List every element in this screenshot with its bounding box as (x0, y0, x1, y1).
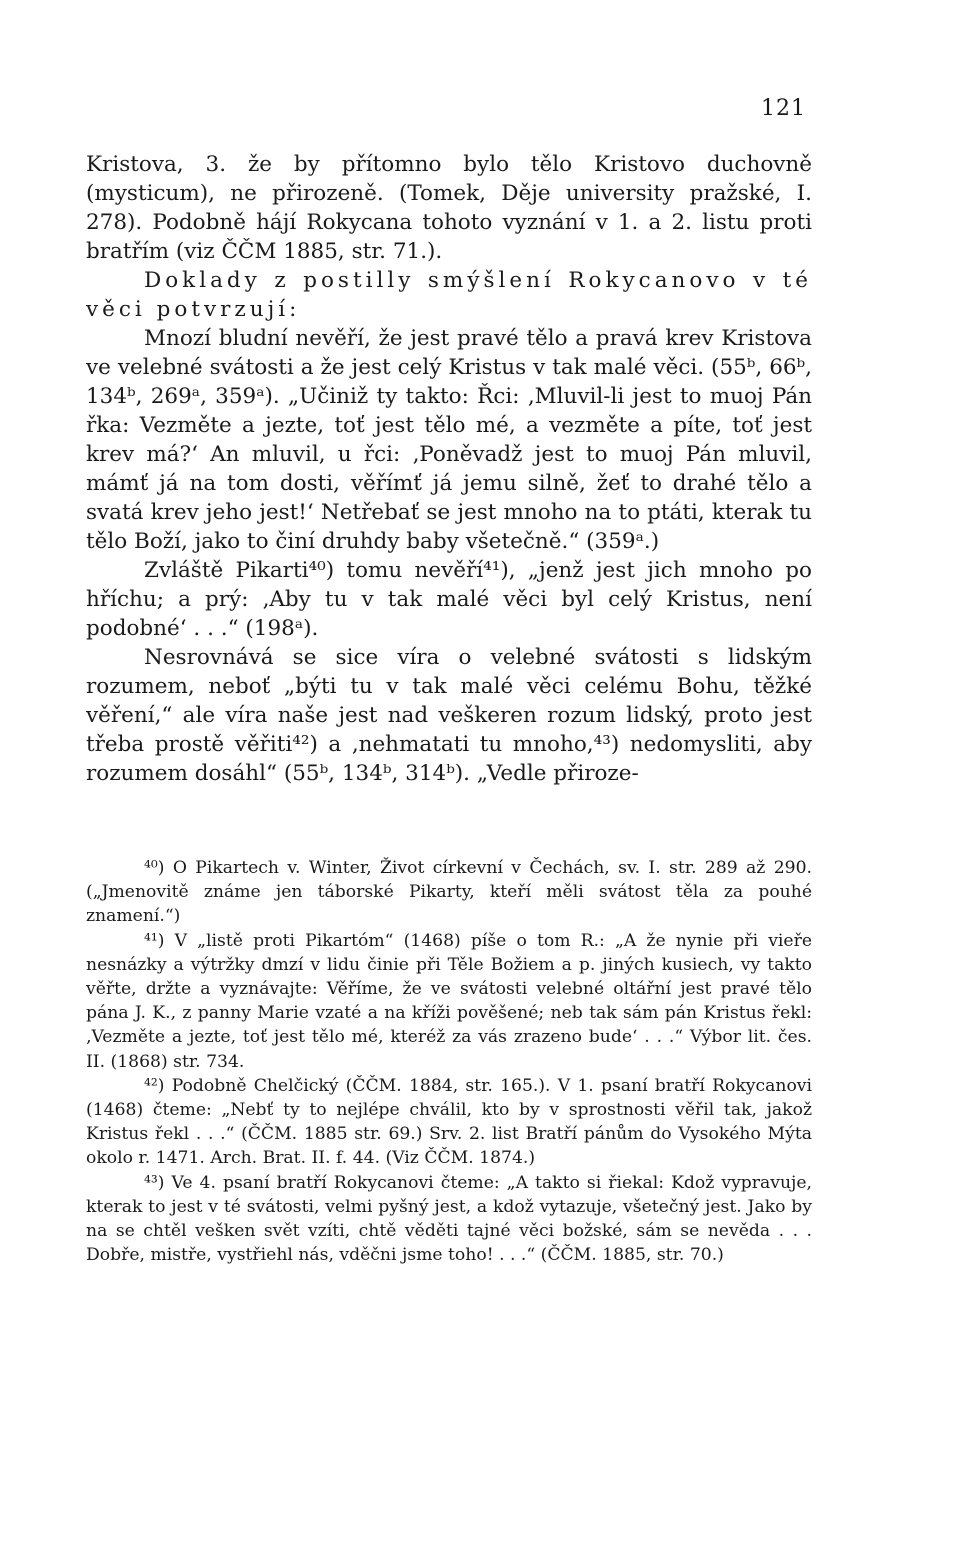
page-number: 121 (761, 96, 806, 121)
paragraph-2: Doklady z postilly smýšlení Rokycanovo v té věci potvrzují: (86, 268, 812, 322)
main-text (86, 150, 812, 788)
footnote-43: ⁴³) Ve 4. psaní bratří Rokycanovi čteme: „A takto si řiekal: Kdož vypravuje, kterak to jest v té svátosti, velmi pyšný jest, a kdož vytazuje, všetečný jest. Jako by na se chtěl vešken svět vzíti, chtě věděti tajné věci božské, sám se nevěda . . . Dobře, mistře, vystřiehl nás, vděčni jsme toho! . . .“ (ČČM. 1885, str. 70.) (86, 1172, 812, 1266)
paragraph-3: Mnozí bludní nevěří, že jest pravé tělo a pravá krev Kristova ve velebné svátosti a že jest celý Kristus v tak malé věci. (55ᵇ, 66ᵇ, 134ᵇ, 269ᵃ, 359ᵃ). „Učiniž ty takto: Řci: ‚Mluvil-li jest to muoj Pán řka: Vezměte a jezte, toť jest tělo mé, a vezměte a píte, toť jest krev má?‘ An mluvil, u řci: ‚Poněvadž jest to muoj Pán mluvil, mámť já na tom dosti, věřímť já jemu silně, žeť to drahé tělo a svatá krev jeho jest!‘ Netřebať se jest mnoho na to ptáti, kterak tu tělo Boží, jako to činí druhdy baby všetečně.“ (359ᵃ.) (86, 326, 812, 554)
footnote-42: ⁴²) Podobně Chelčický (ČČM. 1884, str. 165.). V 1. psaní bratří Rokycanovi (1468) čteme: „Nebť ty to nejlépe chválil, kto by v sprostnosti věřil tak, jakož Kristus řekl . . .“ (ČČM. 1885 str. 69.) Srv. 2. list Bratří pánům do Vysokého Mýta okolo r. 1471. Arch. Brat. II. f. 44. (Viz ČČM. 1874.) (86, 1075, 812, 1169)
footnotes (86, 856, 812, 1267)
paragraph-1: Kristova, 3. že by přítomno bylo tělo Kristovo duchovně (mysticum), ne přirozeně. (Tomek, Děje university pražské, I. 278). Podobně hájí Rokycana tohoto vyznání v 1. a 2. listu proti bratřím (viz ČČM 1885, str. 71.). (86, 152, 812, 264)
paragraph-4: Zvláště Pikarti⁴⁰) tomu nevěří⁴¹), „jenž jest jich mnoho po hříchu; a prý: ‚Aby tu v tak malé věci byl celý Kristus, není podobné‘ . . .“ (198ᵃ). (86, 558, 812, 641)
footnote-40: ⁴⁰) O Pikartech v. Winter, Život církevní v Čechách, sv. I. str. 289 až 290. („Jmenovitě známe jen táborské Pikarty, kteří měli svátost těla za pouhé znamení.“) (86, 858, 812, 927)
footnote-41: ⁴¹) V „listě proti Pikartóm“ (1468) píše o tom R.: „A že nynie při vieře nesnázky a výtržky dmzí v lidu činie při Těle Božiem a p. jiných kusiech, vy takto věřte, držte a vyznávajte: Věříme, že ve svátosti velebné oltářní jest pravé tělo pána J. K., z panny Marie vzaté a na kříži pověšené; neb tak sám pán Kristus řekl: ‚Vezměte a jezte, toť jest tělo mé, kteréž za vás zrazeno bude‘ . . .“ Výbor lit. čes. II. (1868) str. 734. (86, 930, 812, 1072)
paragraph-5: Nesrovnává se sice víra o velebné svátosti s lidským rozumem, neboť „býti tu v tak malé věci celému Bohu, těžké věření,“ ale víra naše jest nad veškeren rozum lidský, proto jest třeba prostě věřiti⁴²) a ‚nehmatati tu mnoho,⁴³) nedomysliti, aby rozumem dosáhl“ (55ᵇ, 134ᵇ, 314ᵇ). „Vedle přiroze- (86, 645, 812, 786)
